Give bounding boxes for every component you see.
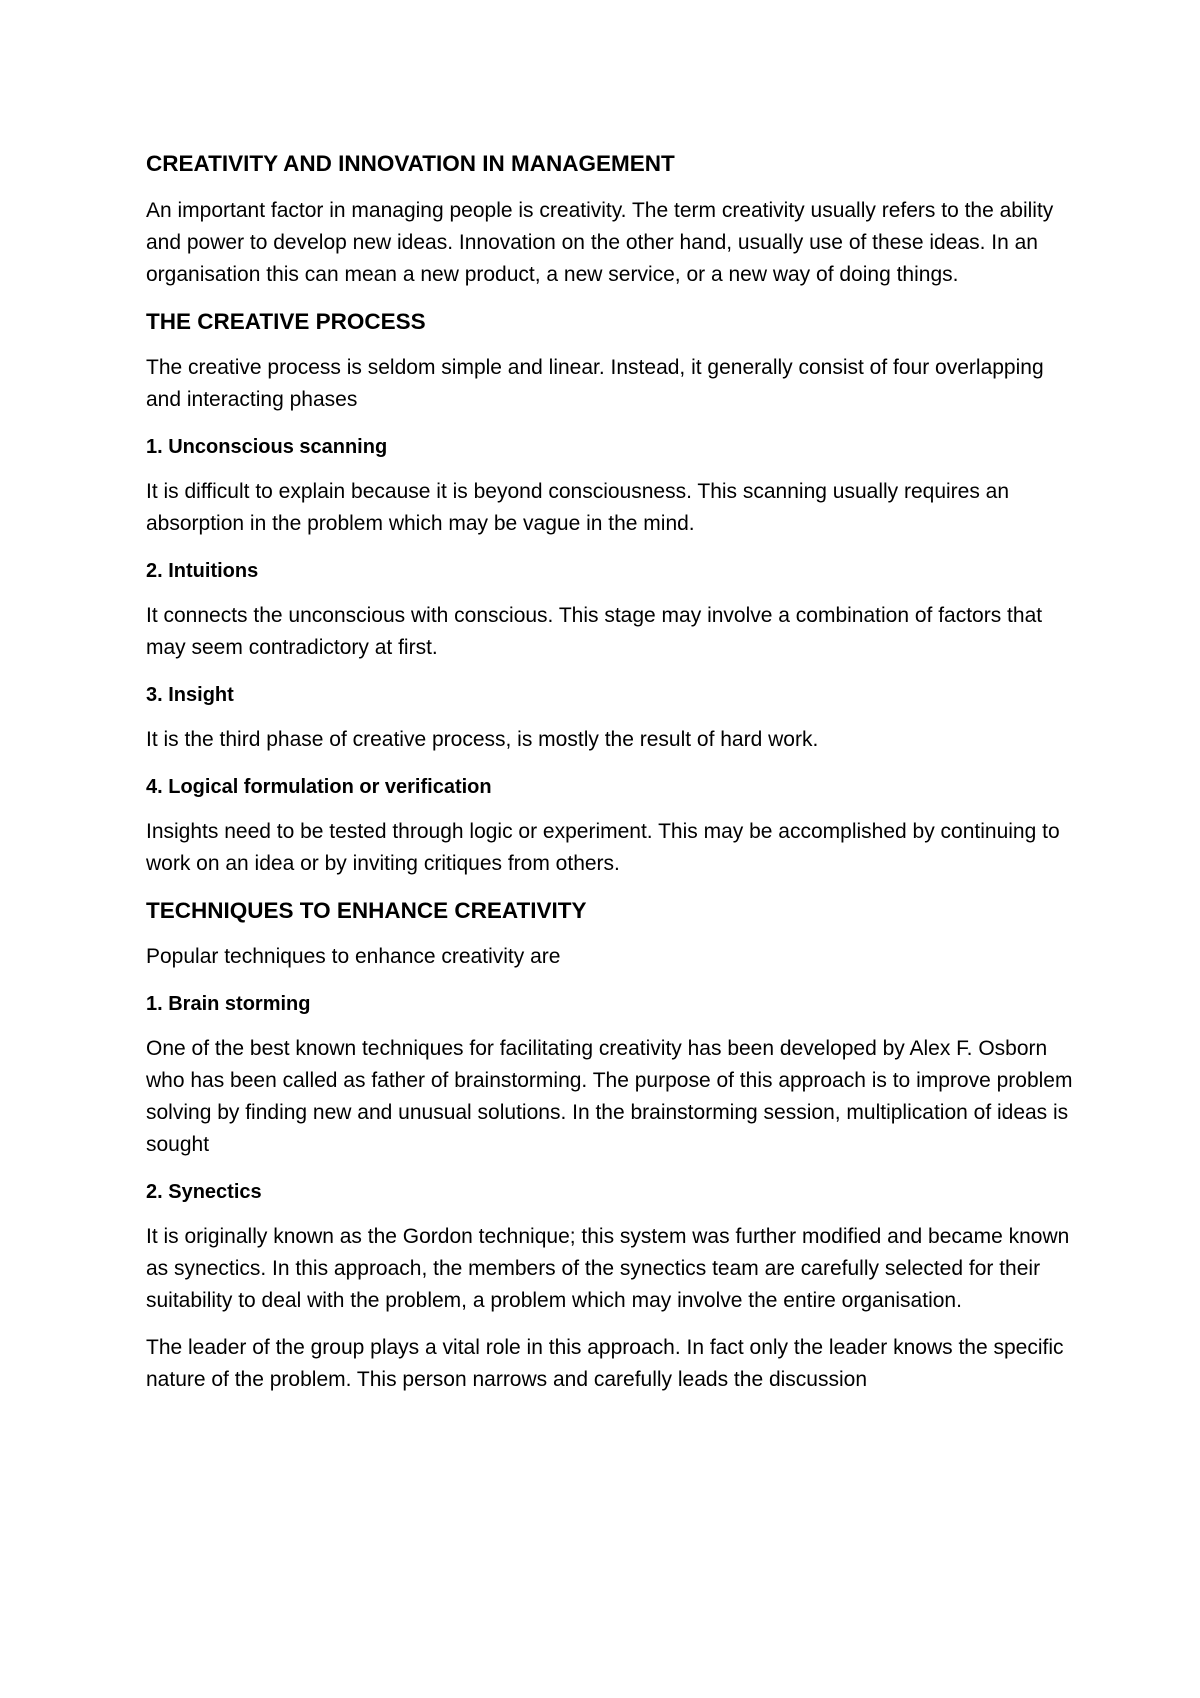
creative-process-heading: THE CREATIVE PROCESS bbox=[146, 309, 426, 334]
phase-2-title: 2. Intuitions bbox=[146, 560, 259, 582]
intro-paragraph: An important factor in managing people is creativity. The term creativity usually refers to the ability and power to develop new ideas. Innovation on the other hand, usually use of these ideas. In an organisation this can mean a new product, a new service, or a new way of doing things. bbox=[146, 199, 1054, 286]
phase-3-title: 3. Insight bbox=[146, 684, 234, 706]
phase-3-text: It is the third phase of creative process, is mostly the result of hard work. bbox=[146, 728, 819, 751]
technique-2-paragraph: The leader of the group plays a vital role in this approach. In fact only the leader knows the specific nature of the problem. This person narrows and carefully leads the discussion bbox=[146, 1336, 1064, 1391]
technique-2-paragraph: It is originally known as the Gordon technique; this system was further modified and became known as synectics. In this approach, the members of the synectics team are carefully selected for their suitability to deal with the problem, a problem which may involve the entire organisation. bbox=[146, 1225, 1070, 1312]
phase-4-text: Insights need to be tested through logic or experiment. This may be accomplished by continuing to work on an idea or by inviting critiques from others. bbox=[146, 820, 1060, 875]
technique-1-title: 1. Brain storming bbox=[146, 993, 311, 1015]
document-title: CREATIVITY AND INNOVATION IN MANAGEMENT bbox=[146, 151, 675, 176]
creative-process-intro: The creative process is seldom simple and linear. Instead, it generally consist of four overlapping and interacting phases bbox=[146, 356, 1044, 411]
technique-1-paragraph: One of the best known techniques for facilitating creativity has been developed by Alex F. Osborn who has been called as father of brainstorming. The purpose of this approach is to improve problem solving by finding new and unusual solutions. In the brainstorming session, multiplication of ideas is sought bbox=[146, 1037, 1073, 1156]
techniques-intro: Popular techniques to enhance creativity are bbox=[146, 945, 561, 968]
phase-1-text: It is difficult to explain because it is beyond consciousness. This scanning usually requires an absorption in the problem which may be vague in the mind. bbox=[146, 480, 1010, 535]
document-body bbox=[146, 148, 1076, 1411]
technique-2-title: 2. Synectics bbox=[146, 1181, 262, 1203]
techniques-heading: TECHNIQUES TO ENHANCE CREATIVITY bbox=[146, 898, 587, 923]
phase-2-text: It connects the unconscious with conscious. This stage may involve a combination of factors that may seem contradictory at first. bbox=[146, 604, 1043, 659]
phase-4-title: 4. Logical formulation or verification bbox=[146, 776, 492, 798]
phase-1-title: 1. Unconscious scanning bbox=[146, 436, 388, 458]
